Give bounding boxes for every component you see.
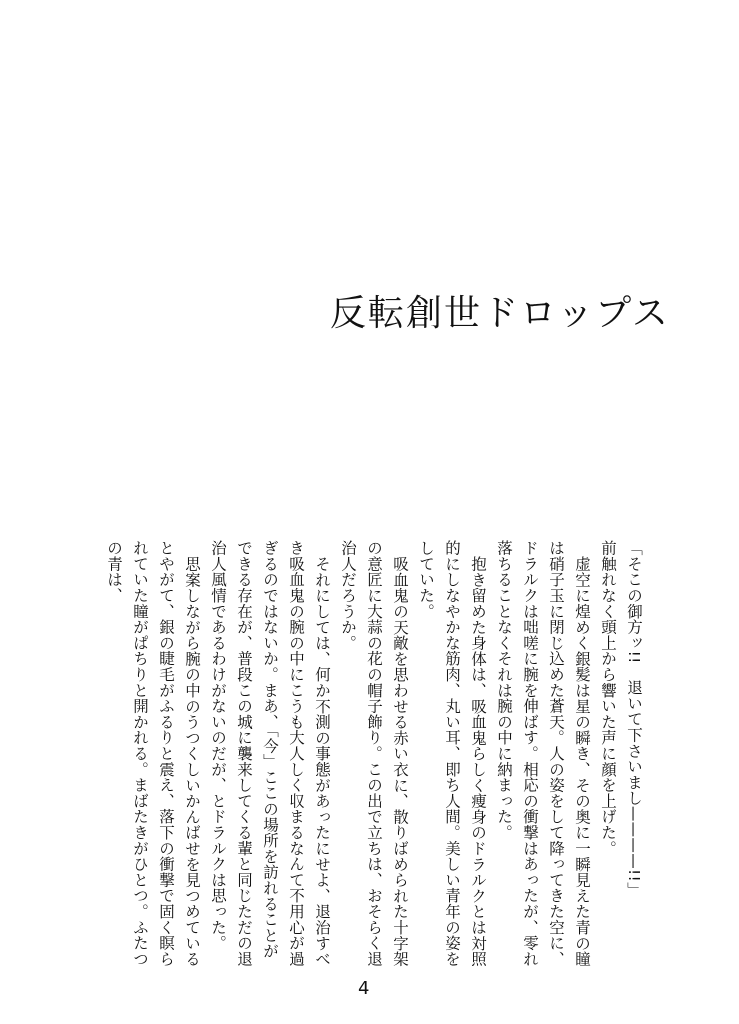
page-title: 反転創世ドロップス	[330, 293, 670, 334]
paragraph-3: 抱き留めた身体は、吸血鬼らしく痩身のドラルクとは対照的にしなやかな筋肉、丸い耳、即ち人間。美しい青年の姿をしていた。	[417, 540, 487, 967]
paragraph-5: それにしては、何か不測の事態があったにせよ、退治すべき吸血鬼の腕の中にこうも大人しく収まるなんて不用心が過ぎるのではないか。まあ、「今」ここの場所を訪れることができる存在が、普段この城に襲来してくる輩と同じただの退治人風情であるわけがないのだが、とドラルクは思った。	[209, 540, 331, 967]
paragraph-0: 「そこの御方ッ!! 退いて下さいまし————!!」	[625, 540, 643, 898]
paragraph-1: 前触れなく頭上から響いた声に顔を上げた。	[599, 540, 617, 856]
body-text	[87, 540, 647, 970]
paragraph-2: 虚空に煌めく銀髪は星の瞬き、その奥に一瞬見えた青の瞳は硝子玉に閉じ込めた蒼天。人の姿をして降ってきた空に、ドラルクは咄嗟に腕を伸ばす。相応の衝撃はあったが、零れ落ちることなくそれは腕の中に納まった。	[495, 540, 591, 967]
paragraph-6: 思案しながら腕の中のうつくしいかんばせを見つめているとやがて、銀の睫毛がふるりと震え、落下の衝撃で固く瞑られていた瞳がぱちりと開かれる。まばたきがひとつ。ふたつの青は、	[105, 540, 201, 967]
paragraph-4: 吸血鬼の天敵を思わせる赤い衣に、散りばめられた十字架の意匠に大蒜の花の帽子飾り。この出で立ちは、おそらく退治人だろうか。	[339, 540, 409, 967]
page-number: 4	[358, 978, 370, 999]
